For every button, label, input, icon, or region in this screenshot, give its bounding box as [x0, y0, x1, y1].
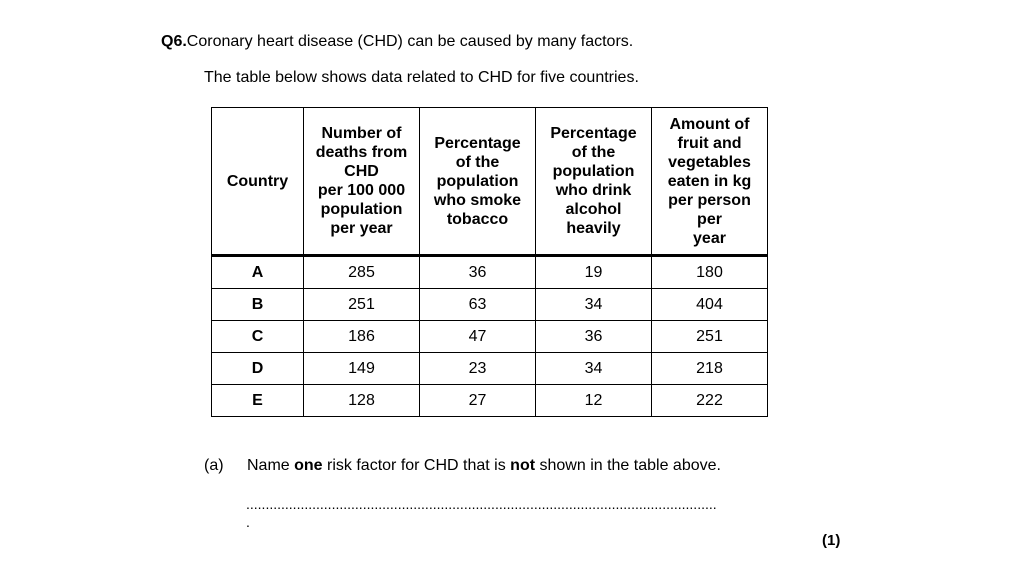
header-deaths: Number of deaths from CHD per 100 000 population per year [304, 108, 420, 256]
part-a-bold-not: not [510, 457, 536, 474]
chd-data-table [211, 107, 768, 417]
part-a-label: (a) [204, 457, 224, 474]
table-intro: The table below shows data related to CHD for five countries. [204, 69, 639, 86]
part-a-bold-one: one [294, 457, 323, 474]
smoke-cell: 27 [420, 385, 536, 417]
marks-label: (1) [822, 532, 841, 549]
header-country: Country [212, 108, 304, 256]
deaths-cell: 251 [304, 289, 420, 321]
deaths-cell: 186 [304, 321, 420, 353]
table-row [212, 321, 768, 353]
question-number: Q6. [161, 33, 187, 50]
table-row [212, 289, 768, 321]
country-cell: E [212, 385, 304, 417]
header-alcohol: Percentage of the population who drink alcohol heavily [536, 108, 652, 256]
part-a-text-1: Name [247, 457, 295, 474]
fruit-cell: 218 [652, 353, 768, 385]
answer-line[interactable]: ......................................................................................................................... . [246, 496, 717, 530]
country-cell: D [212, 353, 304, 385]
fruit-cell: 222 [652, 385, 768, 417]
header-smoke: Percentage of the population who smoke tobacco [420, 108, 536, 256]
alcohol-cell: 12 [536, 385, 652, 417]
part-a-text-2: risk factor for CHD that is [322, 457, 511, 474]
fruit-cell: 404 [652, 289, 768, 321]
smoke-cell: 47 [420, 321, 536, 353]
question-line [161, 33, 633, 51]
deaths-cell: 149 [304, 353, 420, 385]
header-fruit: Amount of fruit and vegetables eaten in kg per person per year [652, 108, 768, 256]
alcohol-cell: 34 [536, 353, 652, 385]
fruit-cell: 180 [652, 256, 768, 289]
alcohol-cell: 36 [536, 321, 652, 353]
table-header-row [212, 108, 768, 256]
fruit-cell: 251 [652, 321, 768, 353]
smoke-cell: 23 [420, 353, 536, 385]
part-a-question [247, 457, 721, 475]
table-row [212, 256, 768, 289]
table-row [212, 353, 768, 385]
smoke-cell: 36 [420, 256, 536, 289]
table-row [212, 385, 768, 417]
deaths-cell: 285 [304, 256, 420, 289]
country-cell: A [212, 256, 304, 289]
alcohol-cell: 19 [536, 256, 652, 289]
alcohol-cell: 34 [536, 289, 652, 321]
smoke-cell: 63 [420, 289, 536, 321]
country-cell: C [212, 321, 304, 353]
deaths-cell: 128 [304, 385, 420, 417]
part-a-text-3: shown in the table above. [535, 457, 721, 474]
country-cell: B [212, 289, 304, 321]
question-text: Coronary heart disease (CHD) can be caused by many factors. [186, 33, 634, 50]
